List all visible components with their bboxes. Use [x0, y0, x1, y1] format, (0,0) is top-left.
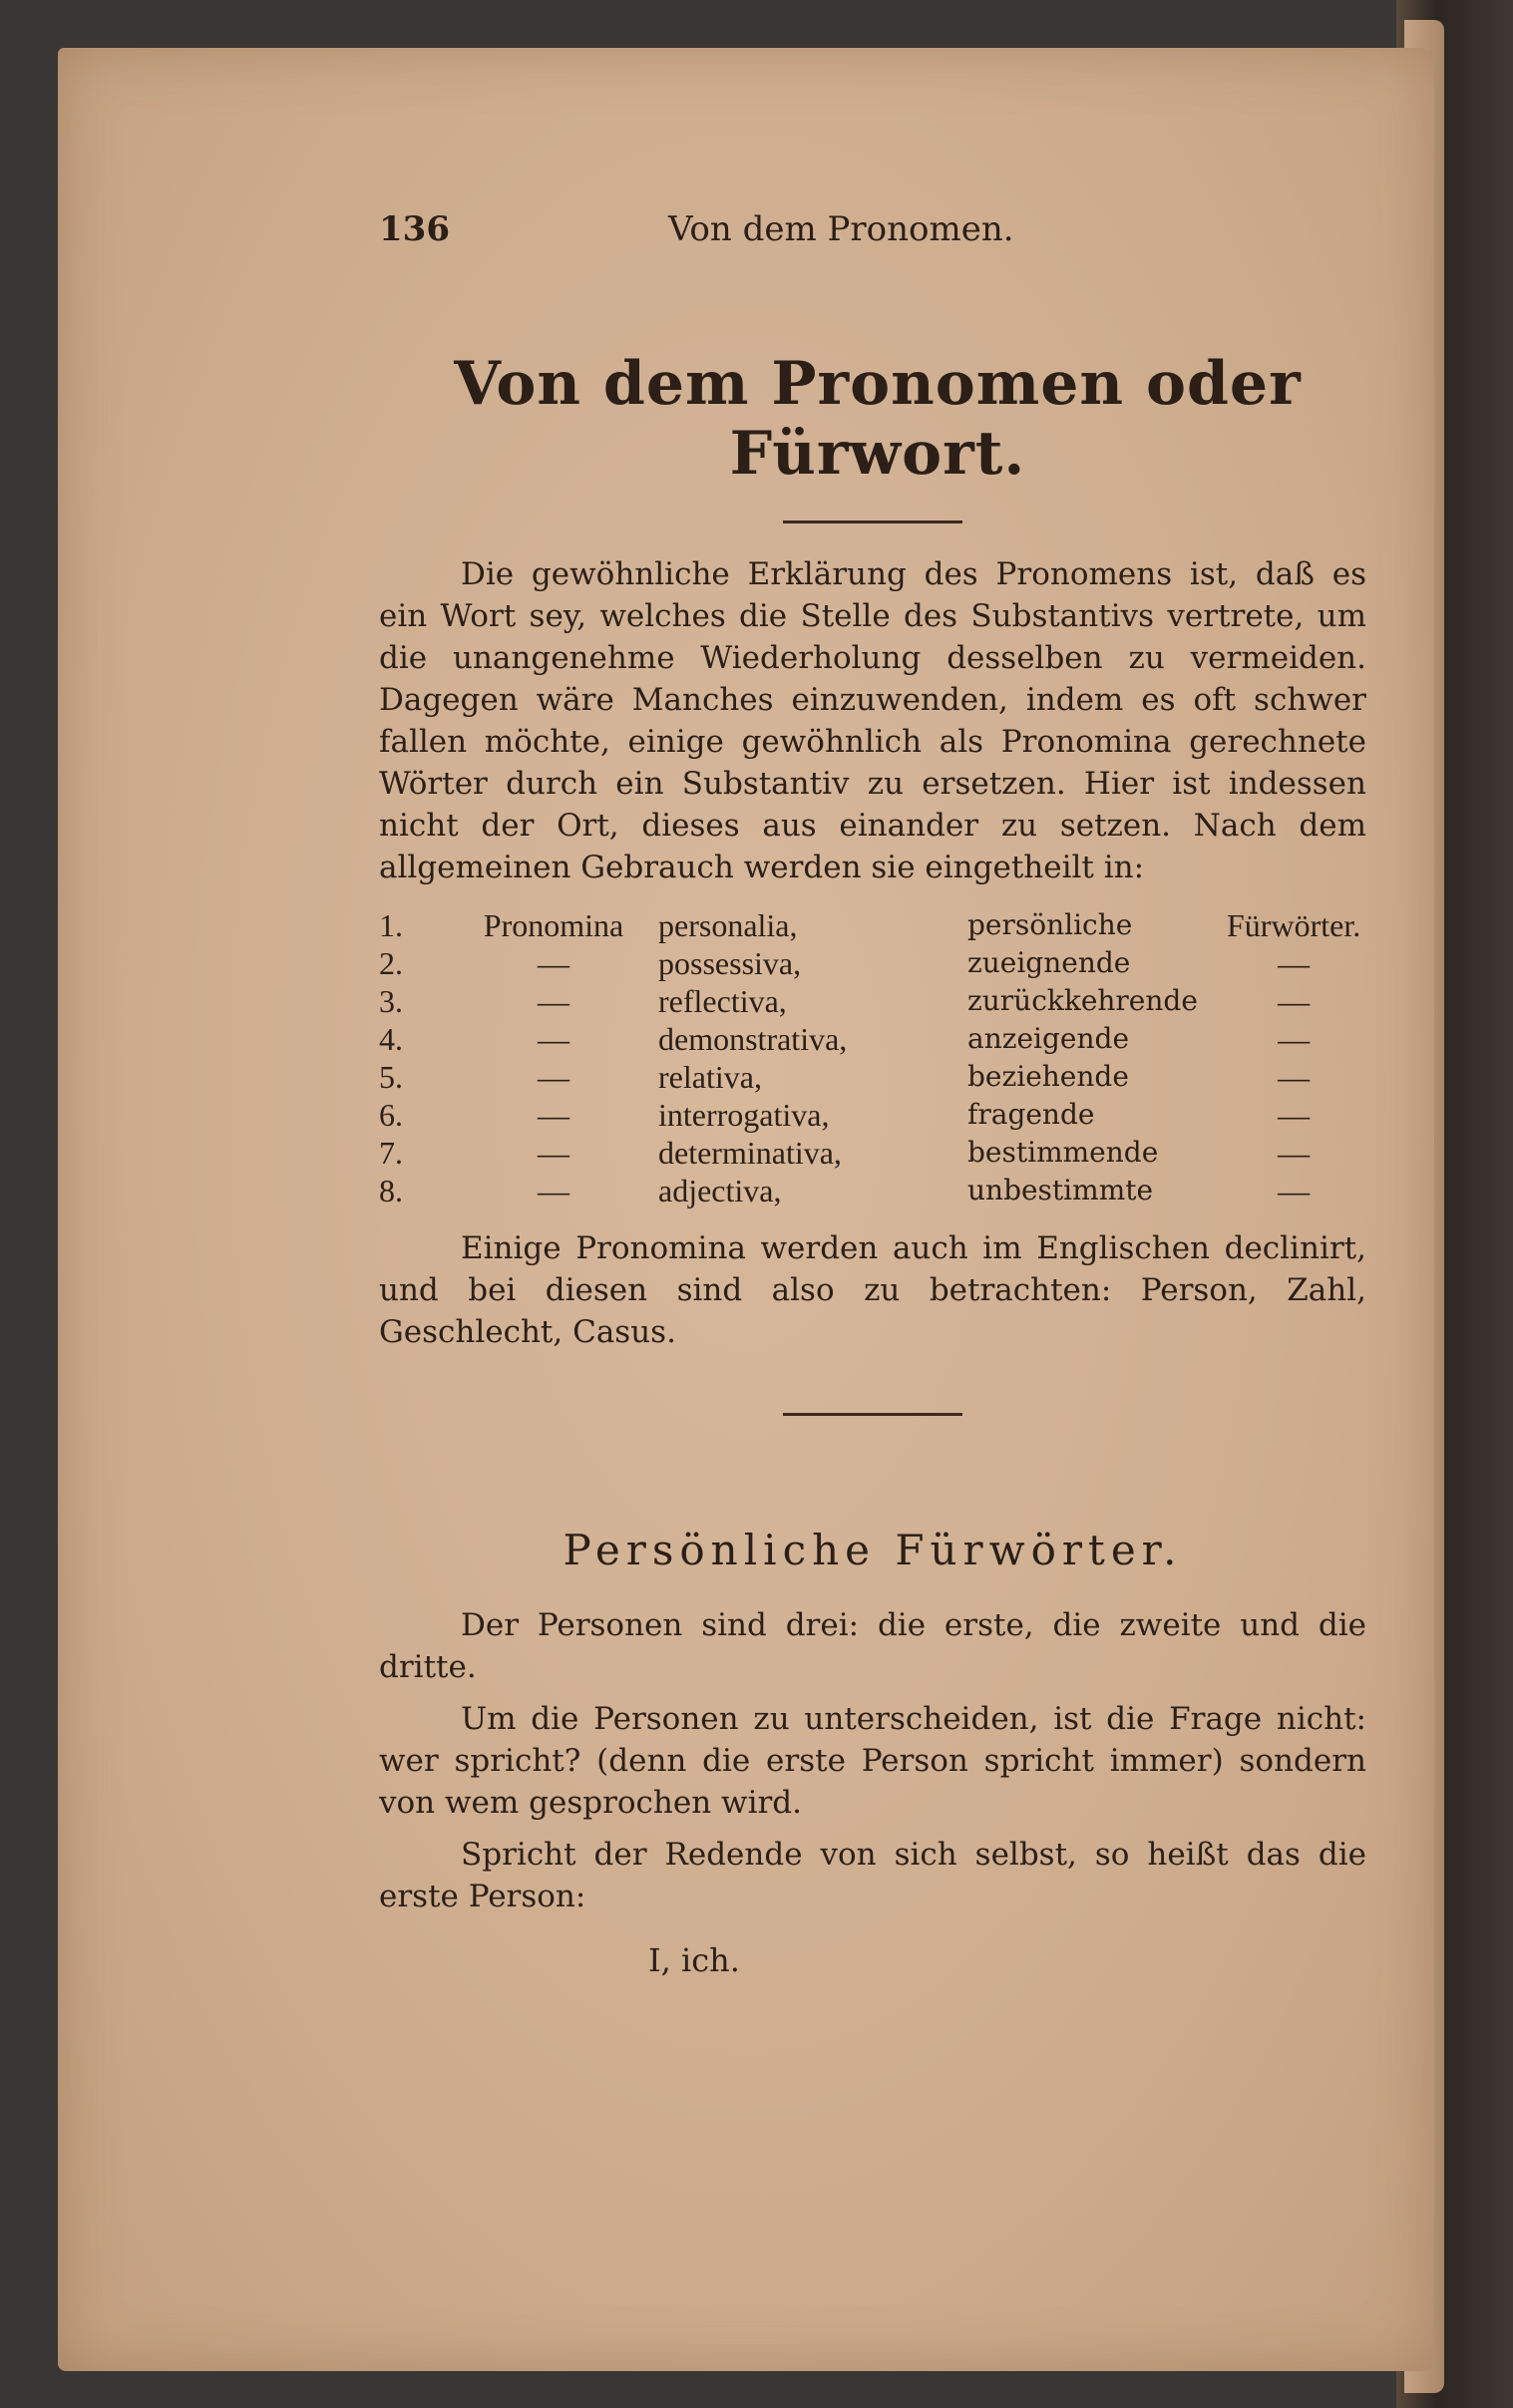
pronoun-class-genus: — [538, 1173, 569, 1208]
running-head [379, 209, 1366, 269]
running-title: Von dem Pronomen. [668, 209, 1014, 249]
pronoun-class-latin: relativa, [658, 1059, 762, 1095]
pronoun-class-german: zurückkehrende [967, 984, 1198, 1017]
pronoun-class-genus: Pronomina [483, 907, 624, 943]
pronoun-class-genus: — [538, 1021, 569, 1057]
pronoun-class-num: 8. [379, 1173, 403, 1208]
section-divider [783, 1413, 962, 1416]
pronoun-classes-table [379, 906, 1360, 1209]
intro-paragraph: Die gewöhnliche Erklärung des Pronomens ist, daß es ein Wort sey, welches die Stelle des Substantivs vertrete, um die unangenehme Wiederholung desselben zu vermeiden. Dagegen wäre Manches einzuwenden, indem es oft schwer fallen möchte, einige gewöhnlich als Pronomina gerechnete Wörter durch ein Substantiv zu ersetzen. Hier ist indessen nicht der Ort, dieses aus einander zu setzen. Nach dem allgemeinen Gebrauch werden sie eingetheilt in: [379, 556, 1366, 885]
pronoun-class-genus: — [538, 1097, 569, 1133]
pronoun-class-latin: adjectiva, [658, 1173, 782, 1208]
pronoun-class-tail: Fürwörter. [1227, 907, 1361, 943]
pronoun-class-num: 5. [379, 1059, 403, 1095]
pronoun-class-row [379, 944, 1360, 982]
page-number: 136 [379, 209, 450, 249]
declension-paragraph: Einige Pronomina werden auch im Englischen declinirt, und bei diesen sind also zu betrachten: Person, Zahl, Geschlecht, Casus. [379, 1230, 1366, 1350]
pronoun-class-genus: — [538, 945, 569, 981]
pronoun-class-latin: interrogativa, [658, 1097, 830, 1133]
pronoun-class-num: 7. [379, 1135, 403, 1171]
section-paragraph-1: Der Personen sind drei: die erste, die zweite und die dritte. [379, 1607, 1366, 1685]
example-line: I, ich. [648, 1941, 740, 1979]
pronoun-class-german: bestimmende [967, 1136, 1159, 1169]
pronoun-class-num: 2. [379, 945, 403, 981]
pronoun-class-latin: determinativa, [658, 1135, 842, 1171]
pronoun-class-german: beziehende [967, 1060, 1129, 1093]
pronoun-class-num: 4. [379, 1021, 403, 1057]
pronoun-class-tail: — [1278, 1059, 1311, 1095]
pronoun-class-german: persönliche [967, 908, 1133, 941]
title-divider [783, 520, 962, 523]
pronoun-class-num: 1. [379, 907, 403, 943]
pronoun-class-row [379, 906, 1360, 944]
pronoun-class-latin: personalia, [658, 907, 798, 943]
section-title: Persönliche Fürwörter. [563, 1526, 1183, 1574]
pronoun-class-row [379, 1058, 1360, 1096]
chapter-title: Von dem Pronomen oder Fürwort. [454, 349, 1302, 489]
pronoun-class-num: 6. [379, 1097, 403, 1133]
pronoun-class-german: zueignende [967, 946, 1131, 979]
pronoun-class-row [379, 1172, 1360, 1209]
pronoun-class-row [379, 1134, 1360, 1172]
pronoun-class-row [379, 1020, 1360, 1058]
section-paragraph-2: Um die Personen zu unterscheiden, ist die Frage nicht: wer spricht? (denn die erste Person spricht immer) sondern von wem gesprochen wird. [379, 1701, 1366, 1821]
page-content [379, 209, 1366, 1979]
pronoun-class-genus: — [538, 1059, 569, 1095]
pronoun-class-german: anzeigende [967, 1022, 1130, 1055]
pronoun-class-tail: — [1278, 1173, 1311, 1208]
pronoun-class-german: unbestimmte [967, 1174, 1154, 1206]
pronoun-class-latin: demonstrativa, [658, 1021, 848, 1057]
pronoun-class-tail: — [1278, 1135, 1311, 1171]
pronoun-class-genus: — [538, 983, 569, 1019]
pronoun-class-tail: — [1278, 945, 1311, 981]
pronoun-class-tail: — [1278, 1021, 1311, 1057]
pronoun-class-num: 3. [379, 983, 403, 1019]
pronoun-class-german: fragende [967, 1098, 1095, 1131]
pronoun-class-latin: possessiva, [658, 945, 802, 981]
pronoun-class-tail: — [1278, 1097, 1311, 1133]
pronoun-class-tail: — [1278, 983, 1311, 1019]
pronoun-class-latin: reflectiva, [658, 983, 787, 1019]
pronoun-class-genus: — [538, 1135, 569, 1171]
pronoun-class-row [379, 1096, 1360, 1134]
section-paragraph-3: Spricht der Redende von sich selbst, so heißt das die erste Person: [379, 1837, 1366, 1914]
pronoun-class-row [379, 982, 1360, 1020]
